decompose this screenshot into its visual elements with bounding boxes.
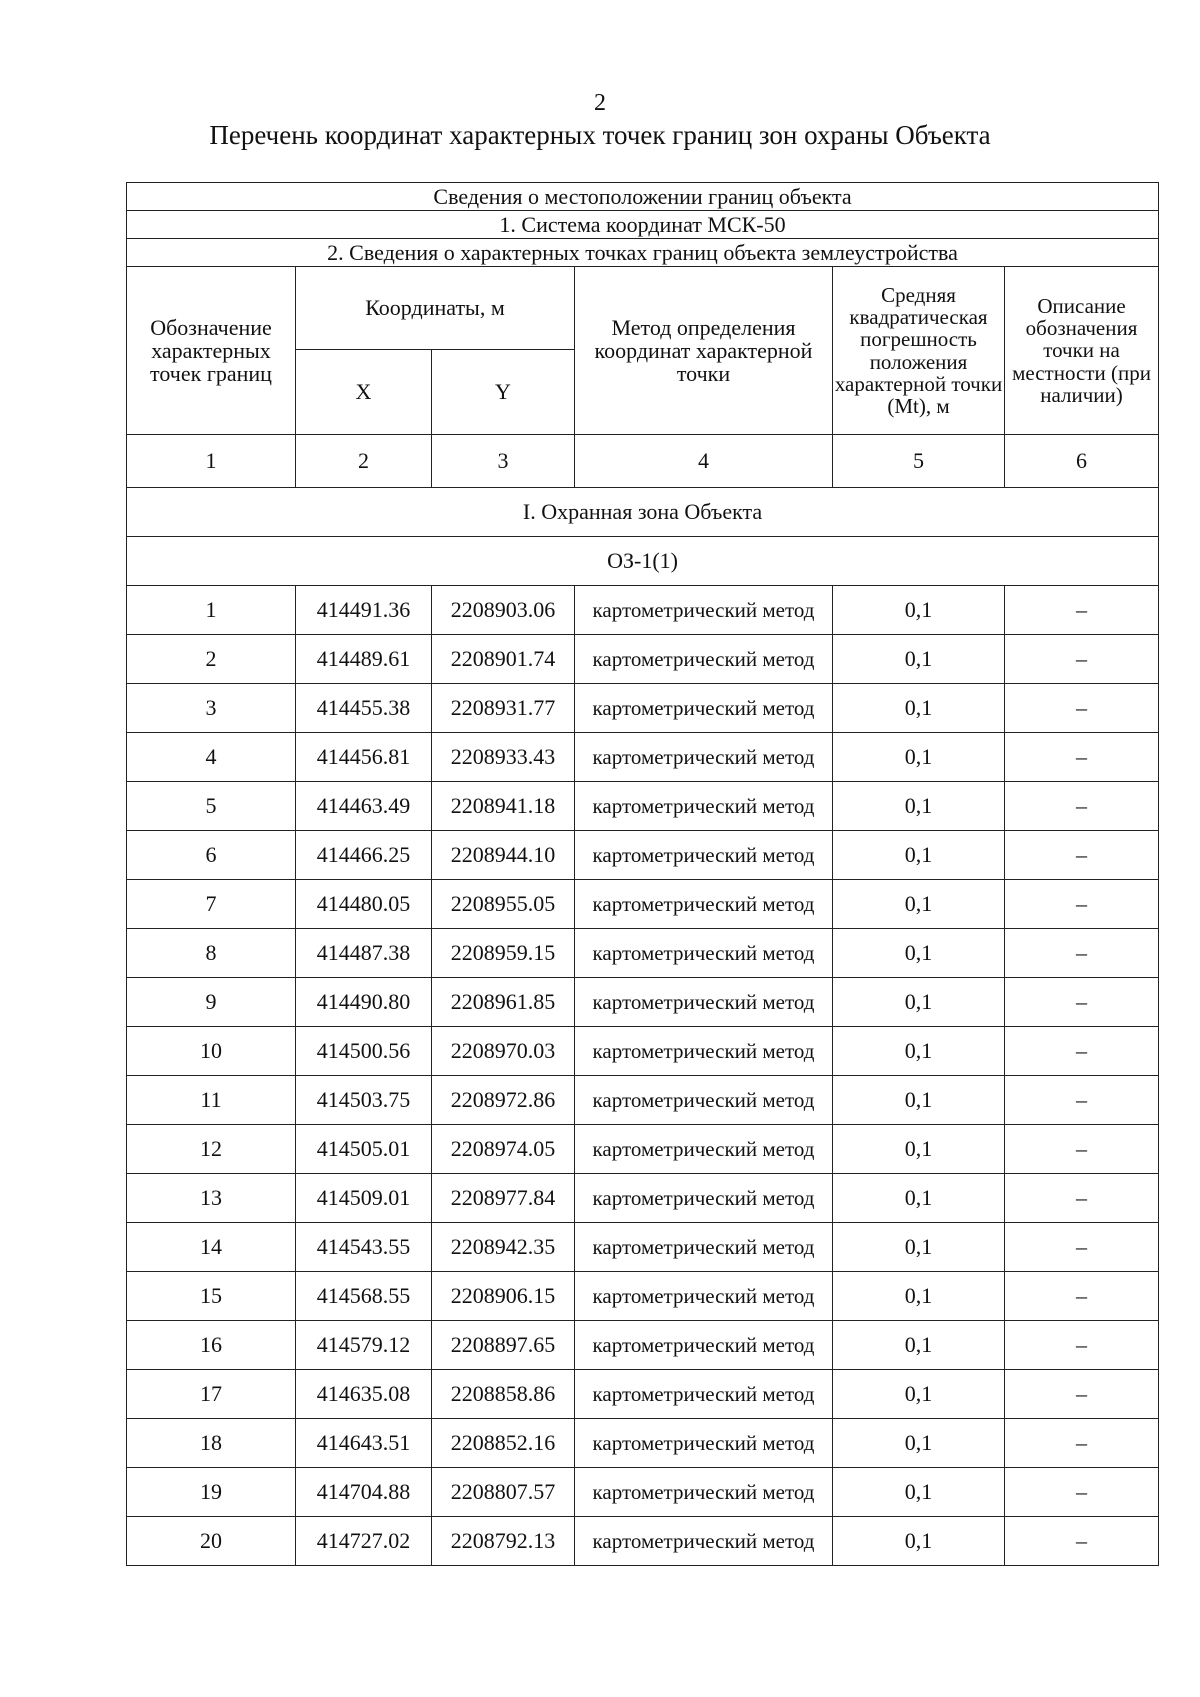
point-number-cell: 17: [127, 1370, 296, 1419]
description-cell: –: [1005, 1321, 1159, 1370]
method-cell: картометрический метод: [575, 1076, 833, 1125]
header-row-system: [127, 211, 1159, 239]
method-cell: картометрический метод: [575, 586, 833, 635]
description-cell: –: [1005, 1517, 1159, 1566]
table-row: [127, 929, 1159, 978]
error-cell: 0,1: [833, 1125, 1005, 1174]
section-title: I. Охранная зона Объекта: [127, 488, 1159, 537]
error-cell: 0,1: [833, 635, 1005, 684]
description-cell: –: [1005, 782, 1159, 831]
coordinates-table: [126, 182, 1159, 1566]
method-cell: картометрический метод: [575, 1174, 833, 1223]
y-coordinate-cell: 2208942.35: [432, 1223, 575, 1272]
y-coordinate-cell: 2208941.18: [432, 782, 575, 831]
x-coordinate-cell: 414489.61: [296, 635, 432, 684]
point-number-cell: 15: [127, 1272, 296, 1321]
table-row: [127, 978, 1159, 1027]
point-number-cell: 5: [127, 782, 296, 831]
error-cell: 0,1: [833, 831, 1005, 880]
error-cell: 0,1: [833, 1321, 1005, 1370]
table-row: [127, 1174, 1159, 1223]
error-cell: 0,1: [833, 978, 1005, 1027]
col-designation-header: Обозначение характерных точек границ: [127, 267, 296, 435]
subsection-row: [127, 537, 1159, 586]
col-y-header: Y: [432, 350, 575, 435]
table-row: [127, 1468, 1159, 1517]
point-number-cell: 2: [127, 635, 296, 684]
col-error-header: Средняя квадратическая погрешность положения характерной точки (Mt), м: [833, 267, 1005, 435]
method-cell: картометрический метод: [575, 831, 833, 880]
table-row: [127, 1419, 1159, 1468]
method-cell: картометрический метод: [575, 1272, 833, 1321]
point-number-cell: 12: [127, 1125, 296, 1174]
y-coordinate-cell: 2208931.77: [432, 684, 575, 733]
column-number: 6: [1005, 435, 1159, 488]
y-coordinate-cell: 2208944.10: [432, 831, 575, 880]
y-coordinate-cell: 2208901.74: [432, 635, 575, 684]
description-cell: –: [1005, 1076, 1159, 1125]
table-row: [127, 1517, 1159, 1566]
x-coordinate-cell: 414643.51: [296, 1419, 432, 1468]
col-description-header: Описание обозначения точки на местности (при наличии): [1005, 267, 1159, 435]
x-coordinate-cell: 414463.49: [296, 782, 432, 831]
y-coordinate-cell: 2208852.16: [432, 1419, 575, 1468]
point-number-cell: 8: [127, 929, 296, 978]
y-coordinate-cell: 2208807.57: [432, 1468, 575, 1517]
table-row: [127, 635, 1159, 684]
description-cell: –: [1005, 1468, 1159, 1517]
point-number-cell: 16: [127, 1321, 296, 1370]
method-cell: картометрический метод: [575, 1419, 833, 1468]
point-number-cell: 6: [127, 831, 296, 880]
error-cell: 0,1: [833, 1223, 1005, 1272]
column-number: 1: [127, 435, 296, 488]
y-coordinate-cell: 2208858.86: [432, 1370, 575, 1419]
method-cell: картометрический метод: [575, 1517, 833, 1566]
table-row: [127, 733, 1159, 782]
description-cell: –: [1005, 929, 1159, 978]
table-row: [127, 684, 1159, 733]
description-cell: –: [1005, 1272, 1159, 1321]
header-row-location: [127, 183, 1159, 211]
x-coordinate-cell: 414490.80: [296, 978, 432, 1027]
y-coordinate-cell: 2208961.85: [432, 978, 575, 1027]
method-cell: картометрический метод: [575, 1370, 833, 1419]
table-row: [127, 1321, 1159, 1370]
x-coordinate-cell: 414491.36: [296, 586, 432, 635]
point-number-cell: 4: [127, 733, 296, 782]
description-cell: –: [1005, 1125, 1159, 1174]
description-cell: –: [1005, 684, 1159, 733]
table-row: [127, 1125, 1159, 1174]
method-cell: картометрический метод: [575, 1125, 833, 1174]
x-coordinate-cell: 414466.25: [296, 831, 432, 880]
y-coordinate-cell: 2208897.65: [432, 1321, 575, 1370]
error-cell: 0,1: [833, 684, 1005, 733]
x-coordinate-cell: 414509.01: [296, 1174, 432, 1223]
x-coordinate-cell: 414579.12: [296, 1321, 432, 1370]
table-row: [127, 1223, 1159, 1272]
description-cell: –: [1005, 1174, 1159, 1223]
point-number-cell: 10: [127, 1027, 296, 1076]
col-coordinates-header: Координаты, м: [296, 267, 575, 350]
y-coordinate-cell: 2208972.86: [432, 1076, 575, 1125]
point-number-cell: 7: [127, 880, 296, 929]
table-row: [127, 586, 1159, 635]
x-coordinate-cell: 414727.02: [296, 1517, 432, 1566]
column-number-row: [127, 435, 1159, 488]
y-coordinate-cell: 2208970.03: [432, 1027, 575, 1076]
column-number: 5: [833, 435, 1005, 488]
error-cell: 0,1: [833, 1468, 1005, 1517]
col-method-header: Метод определения координат характерной точки: [575, 267, 833, 435]
error-cell: 0,1: [833, 1517, 1005, 1566]
method-cell: картометрический метод: [575, 1027, 833, 1076]
page-title: Перечень координат характерных точек границ зон охраны Объекта: [209, 120, 991, 150]
y-coordinate-cell: 2208959.15: [432, 929, 575, 978]
error-cell: 0,1: [833, 880, 1005, 929]
x-coordinate-cell: 414505.01: [296, 1125, 432, 1174]
error-cell: 0,1: [833, 1076, 1005, 1125]
description-cell: –: [1005, 635, 1159, 684]
description-cell: –: [1005, 1027, 1159, 1076]
y-coordinate-cell: 2208906.15: [432, 1272, 575, 1321]
table-row: [127, 1076, 1159, 1125]
error-cell: 0,1: [833, 929, 1005, 978]
description-cell: –: [1005, 733, 1159, 782]
method-cell: картометрический метод: [575, 929, 833, 978]
col-x-header: X: [296, 350, 432, 435]
x-coordinate-cell: 414503.75: [296, 1076, 432, 1125]
table-row: [127, 880, 1159, 929]
column-number: 2: [296, 435, 432, 488]
x-coordinate-cell: 414456.81: [296, 733, 432, 782]
point-number-cell: 9: [127, 978, 296, 1027]
method-cell: картометрический метод: [575, 1223, 833, 1272]
error-cell: 0,1: [833, 1419, 1005, 1468]
error-cell: 0,1: [833, 586, 1005, 635]
y-coordinate-cell: 2208974.05: [432, 1125, 575, 1174]
x-coordinate-cell: 414704.88: [296, 1468, 432, 1517]
method-cell: картометрический метод: [575, 733, 833, 782]
description-cell: –: [1005, 1419, 1159, 1468]
table-row: [127, 1272, 1159, 1321]
subsection-title: ОЗ-1(1): [127, 537, 1159, 586]
error-cell: 0,1: [833, 1027, 1005, 1076]
point-number-cell: 3: [127, 684, 296, 733]
point-number-cell: 14: [127, 1223, 296, 1272]
y-coordinate-cell: 2208903.06: [432, 586, 575, 635]
point-number-cell: 13: [127, 1174, 296, 1223]
x-coordinate-cell: 414543.55: [296, 1223, 432, 1272]
y-coordinate-cell: 2208792.13: [432, 1517, 575, 1566]
column-number: 4: [575, 435, 833, 488]
error-cell: 0,1: [833, 1174, 1005, 1223]
x-coordinate-cell: 414635.08: [296, 1370, 432, 1419]
method-cell: картометрический метод: [575, 1468, 833, 1517]
header-location: Сведения о местоположении границ объекта: [127, 183, 1159, 211]
column-header-row-top: [127, 267, 1159, 350]
x-coordinate-cell: 414568.55: [296, 1272, 432, 1321]
x-coordinate-cell: 414487.38: [296, 929, 432, 978]
error-cell: 0,1: [833, 1272, 1005, 1321]
header-row-points: [127, 239, 1159, 267]
point-number-cell: 18: [127, 1419, 296, 1468]
method-cell: картометрический метод: [575, 635, 833, 684]
table-row: [127, 831, 1159, 880]
error-cell: 0,1: [833, 1370, 1005, 1419]
point-number-cell: 1: [127, 586, 296, 635]
description-cell: –: [1005, 978, 1159, 1027]
method-cell: картометрический метод: [575, 684, 833, 733]
description-cell: –: [1005, 831, 1159, 880]
method-cell: картометрический метод: [575, 1321, 833, 1370]
header-points-info: 2. Сведения о характерных точках границ объекта землеустройства: [127, 239, 1159, 267]
x-coordinate-cell: 414480.05: [296, 880, 432, 929]
description-cell: –: [1005, 1370, 1159, 1419]
description-cell: –: [1005, 586, 1159, 635]
page-number: 2: [594, 90, 606, 116]
y-coordinate-cell: 2208977.84: [432, 1174, 575, 1223]
y-coordinate-cell: 2208955.05: [432, 880, 575, 929]
table-row: [127, 782, 1159, 831]
header-coordinate-system: 1. Система координат МСК-50: [127, 211, 1159, 239]
point-number-cell: 19: [127, 1468, 296, 1517]
method-cell: картометрический метод: [575, 978, 833, 1027]
method-cell: картометрический метод: [575, 880, 833, 929]
description-cell: –: [1005, 880, 1159, 929]
section-row: [127, 488, 1159, 537]
column-number: 3: [432, 435, 575, 488]
table-row: [127, 1370, 1159, 1419]
x-coordinate-cell: 414455.38: [296, 684, 432, 733]
description-cell: –: [1005, 1223, 1159, 1272]
x-coordinate-cell: 414500.56: [296, 1027, 432, 1076]
error-cell: 0,1: [833, 733, 1005, 782]
y-coordinate-cell: 2208933.43: [432, 733, 575, 782]
method-cell: картометрический метод: [575, 782, 833, 831]
point-number-cell: 20: [127, 1517, 296, 1566]
point-number-cell: 11: [127, 1076, 296, 1125]
table-row: [127, 1027, 1159, 1076]
error-cell: 0,1: [833, 782, 1005, 831]
